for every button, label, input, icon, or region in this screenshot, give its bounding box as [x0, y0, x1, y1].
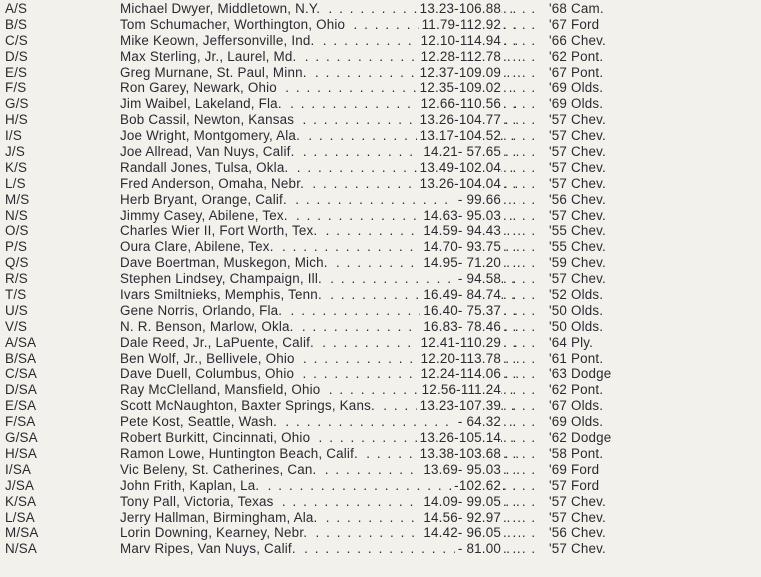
separator-dots: . . . . [503, 239, 537, 255]
result-row [0, 255, 761, 271]
driver-name: Oura Clare, Abilene, Tex. [120, 239, 277, 254]
driver-name: Stephen Lindsey, Champaign, Ill. [120, 271, 325, 286]
separator-dots: . . . . [503, 493, 537, 509]
class-code: G/S [5, 96, 29, 112]
driver-name: Lorin Downing, Kearney, Nebr. [120, 525, 310, 540]
result-row [0, 398, 761, 414]
separator-dots: . . . . [503, 525, 537, 541]
result-row [0, 478, 761, 494]
driver-name: Ray McClelland, Mansfield, Ohio [120, 382, 323, 397]
class-code: E/SA [5, 398, 37, 414]
result-row [0, 494, 761, 510]
et-speed: - 64.32 [455, 414, 501, 430]
result-row [0, 303, 761, 319]
car-make: '56 Chev. [549, 191, 606, 207]
et-speed: 16.49- 84.74 [420, 287, 501, 303]
result-row [0, 510, 761, 526]
et-speed: 13.38-103.68 [417, 446, 501, 462]
result-row [0, 176, 761, 192]
driver-name: Robert Burkitt, Cincinnati, Ohio [120, 430, 313, 445]
class-code: J/SA [5, 477, 35, 493]
result-row [0, 1, 761, 17]
car-make: '57 Chev. [549, 175, 606, 191]
driver-name: Ivars Smiltnieks, Memphis, Tenn. [120, 287, 325, 302]
driver-name: Jerry Hallman, Birmingham, Ala. [120, 510, 320, 525]
class-code: P/S [5, 239, 28, 255]
separator-dots: . . . . [503, 509, 537, 525]
et-speed: - 94.58 [455, 271, 501, 287]
et-speed: 14.21- 57.65 [420, 144, 501, 160]
car-make: '67 Olds. [549, 398, 604, 414]
et-speed: 13.26-105.14 [417, 430, 501, 446]
result-row [0, 80, 761, 96]
separator-dots: . . . . [503, 159, 537, 175]
car-make: '62 Dodge [549, 430, 612, 446]
result-row [0, 271, 761, 287]
class-code: N/SA [5, 541, 38, 557]
separator-dots: . . . . [503, 16, 537, 32]
et-speed: 13.26-104.77 [417, 112, 501, 128]
driver-name: Jimmy Casey, Abilene, Tex. [120, 208, 291, 223]
result-row [0, 462, 761, 478]
class-code: E/S [5, 64, 28, 80]
driver-name: Joe Allread, Van Nuys, Calif. [120, 144, 298, 159]
separator-dots: . . . . [503, 350, 537, 366]
et-speed: 12.20-113.78 [418, 351, 501, 367]
car-make: '57 Chev. [549, 144, 606, 160]
separator-dots: . . . . [503, 191, 537, 207]
result-row [0, 430, 761, 446]
et-speed: 12.41-110.29 [418, 335, 501, 351]
car-make: '63 Dodge [549, 366, 612, 382]
driver-name: Max Sterling, Jr., Laurel, Md. [120, 49, 299, 64]
car-make: '62 Pont. [549, 382, 604, 398]
separator-dots: . . . . [503, 207, 537, 223]
car-make: '57 Chev. [549, 509, 606, 525]
separator-dots: . . . . [503, 64, 537, 80]
et-speed: 13.26-104.04 [417, 176, 501, 192]
separator-dots: . . . . [503, 80, 537, 96]
driver-name: Ron Garey, Newark, Ohio [120, 80, 280, 95]
car-make: '57 Chev. [549, 271, 606, 287]
et-speed: -102.62 [451, 478, 501, 494]
driver-name: Michael Dwyer, Middletown, N.Y. [120, 1, 323, 16]
et-speed: 13.23-106.88 [417, 1, 501, 17]
driver-name: Jim Waibel, Lakeland, Fla. [120, 96, 285, 111]
separator-dots: . . . . [503, 302, 537, 318]
separator-dots: . . . . [503, 382, 537, 398]
result-row [0, 366, 761, 382]
et-speed: 12.35-109.02 [417, 80, 501, 96]
result-row [0, 335, 761, 351]
driver-name: John Frith, Kaplan, La. [120, 478, 262, 493]
result-row [0, 33, 761, 49]
result-row [0, 351, 761, 367]
car-make: '57 Ford [549, 477, 600, 493]
car-make: '69 Olds. [549, 96, 604, 112]
result-row [0, 96, 761, 112]
et-speed: 11.79-112.92 [419, 17, 501, 33]
result-row [0, 144, 761, 160]
car-make: '59 Chev. [549, 255, 606, 271]
separator-dots: . . . . [503, 32, 537, 48]
separator-dots: . . . . [503, 541, 537, 557]
driver-name: Ben Wolf, Jr., Bellivele, Ohio [120, 351, 298, 366]
result-row [0, 208, 761, 224]
class-code: H/SA [5, 445, 38, 461]
et-speed: 14.09- 99.05 [420, 494, 501, 510]
car-make: '57 Chev. [549, 159, 606, 175]
car-make: '57 Chev. [549, 128, 606, 144]
result-row [0, 382, 761, 398]
class-code: A/S [5, 1, 28, 16]
car-make: '68 Cam. [549, 1, 604, 16]
class-code: J/S [5, 144, 25, 160]
class-code: L/S [5, 175, 26, 191]
result-row [0, 65, 761, 81]
driver-name: Mike Keown, Jeffersonville, Ind. [120, 33, 317, 48]
separator-dots: . . . . [503, 461, 537, 477]
et-speed: 14.56- 92.97 [420, 510, 501, 526]
result-row [0, 525, 761, 541]
class-code: K/SA [5, 493, 37, 509]
et-speed: 12.66-110.56 [418, 96, 501, 112]
result-row [0, 192, 761, 208]
car-make: '61 Pont. [549, 350, 604, 366]
car-make: '50 Olds. [549, 318, 604, 334]
result-row [0, 446, 761, 462]
class-code: M/SA [5, 525, 39, 541]
et-speed: 14.63- 95.03 [420, 208, 501, 224]
car-make: '64 Ply. [549, 334, 594, 350]
et-speed: 12.10-114.94 [418, 33, 501, 49]
separator-dots: . . . . [503, 287, 537, 303]
et-speed: 12.56-111.24 [419, 382, 501, 398]
car-make: '55 Chev. [549, 223, 606, 239]
driver-name: N. R. Benson, Marlow, Okla. [120, 319, 297, 334]
class-code: C/S [5, 32, 28, 48]
et-speed: 14.42- 96.05 [420, 525, 501, 541]
car-make: '69 Olds. [549, 80, 604, 96]
class-code: M/S [5, 191, 30, 207]
separator-dots: . . . . [503, 271, 537, 287]
class-code: R/S [5, 271, 28, 287]
et-speed: - 81.00 [455, 541, 501, 557]
separator-dots: . . . . [503, 414, 537, 430]
results-list [0, 1, 761, 557]
car-make: '62 Pont. [549, 48, 604, 64]
result-row [0, 287, 761, 303]
class-code: F/SA [5, 414, 36, 430]
class-code: U/S [5, 302, 28, 318]
separator-dots: . . . . [503, 255, 537, 271]
driver-name: Bob Cassil, Newton, Kansas [120, 112, 297, 127]
class-code: V/S [5, 318, 28, 334]
result-row [0, 128, 761, 144]
separator-dots: . . . . [503, 96, 537, 112]
car-make: '50 Olds. [549, 302, 604, 318]
driver-name: Marv Ripes, Van Nuys, Calif. [120, 541, 299, 556]
class-code: C/SA [5, 366, 38, 382]
driver-name: Tony Pall, Victoria, Texas [120, 494, 277, 509]
driver-name: Greg Murnane, St. Paul, Minn. [120, 65, 310, 80]
class-code: I/S [5, 128, 22, 144]
class-code: B/SA [5, 350, 37, 366]
car-make: '57 Chev. [549, 541, 606, 557]
result-row [0, 17, 761, 33]
separator-dots: . . . . [503, 445, 537, 461]
car-make: '55 Chev. [549, 239, 606, 255]
car-make: '56 Chev. [549, 525, 606, 541]
driver-name: Dave Duell, Columbus, Ohio [120, 366, 297, 381]
car-make: '57 Chev. [549, 493, 606, 509]
driver-name: Randall Jones, Tulsa, Okla. [120, 160, 291, 175]
class-code: D/SA [5, 382, 38, 398]
separator-dots: . . . . [503, 128, 537, 144]
result-row [0, 160, 761, 176]
car-make: '66 Chev. [549, 32, 606, 48]
driver-name: Ramon Lowe, Huntington Beach, Calif. [120, 446, 361, 461]
separator-dots: . . . . [503, 223, 537, 239]
separator-dots: . . . . [503, 334, 537, 350]
class-code: H/S [5, 112, 28, 128]
driver-name: Herb Bryant, Orange, Calif. [120, 192, 290, 207]
separator-dots: . . . . [503, 430, 537, 446]
result-row [0, 541, 761, 557]
driver-name: Scott McNaughton, Baxter Springs, Kans. [120, 398, 378, 413]
separator-dots: . . . . [503, 175, 537, 191]
separator-dots: . . . . [503, 477, 537, 493]
class-code: L/SA [5, 509, 35, 525]
et-speed: 13.17-104.52 [417, 128, 501, 144]
result-row [0, 223, 761, 239]
class-code: O/S [5, 223, 29, 239]
driver-name: Fred Anderson, Omaha, Nebr. [120, 176, 307, 191]
driver-name: Joe Wright, Montgomery, Ala. [120, 128, 303, 143]
et-speed: 13.23-107.39 [417, 398, 501, 414]
class-code: I/SA [5, 461, 32, 477]
separator-dots: . . . . [503, 48, 537, 64]
driver-name: Tom Schumacher, Worthington, Ohio [120, 17, 348, 32]
class-code: B/S [5, 16, 28, 32]
class-code: K/S [5, 159, 28, 175]
result-row [0, 414, 761, 430]
et-speed: - 99.66 [455, 192, 501, 208]
class-code: Q/S [5, 255, 29, 271]
et-speed: 16.40- 75.37 [420, 303, 501, 319]
et-speed: 12.24-114.06 [418, 366, 501, 382]
car-make: '67 Ford [549, 16, 600, 32]
car-make: '57 Chev. [549, 112, 606, 128]
class-code: D/S [5, 48, 28, 64]
separator-dots: . . . . [503, 318, 537, 334]
car-make: '58 Pont. [549, 445, 604, 461]
et-speed: 16.83- 78.46 [420, 319, 501, 335]
car-make: '67 Pont. [549, 64, 604, 80]
result-row [0, 112, 761, 128]
class-code: T/S [5, 287, 27, 303]
class-code: A/SA [5, 334, 37, 350]
driver-name: Pete Kost, Seattle, Wash. [120, 414, 280, 429]
et-speed: 13.69- 95.03 [420, 462, 501, 478]
result-row [0, 49, 761, 65]
separator-dots: . . . . [503, 398, 537, 414]
car-make: '52 Olds. [549, 287, 604, 303]
car-make: '69 Olds. [549, 414, 604, 430]
class-code: G/SA [5, 430, 38, 446]
et-speed: 14.59- 94.43 [420, 223, 501, 239]
driver-name: Dave Boertman, Muskegon, Mich. [120, 255, 331, 270]
car-make: '57 Chev. [549, 207, 606, 223]
et-speed: 12.37-109.09 [417, 65, 501, 81]
separator-dots: . . . . [503, 144, 537, 160]
et-speed: 14.70- 93.75 [420, 239, 501, 255]
result-row [0, 319, 761, 335]
driver-name: Gene Norris, Orlando, Fla. [120, 303, 285, 318]
separator-dots: . . . . [503, 1, 537, 16]
car-make: '69 Ford [549, 461, 600, 477]
class-code: F/S [5, 80, 27, 96]
result-row [0, 239, 761, 255]
et-speed: 12.28-112.78 [418, 49, 501, 65]
et-speed: 13.49-102.04 [417, 160, 501, 176]
separator-dots: . . . . [503, 366, 537, 382]
et-speed: 14.95- 71.20 [420, 255, 501, 271]
driver-name: Dale Reed, Jr., LaPuente, Calif. [120, 335, 317, 350]
separator-dots: . . . . [503, 112, 537, 128]
class-code: N/S [5, 207, 28, 223]
driver-name: Vic Beleny, St. Catherines, Can. [120, 462, 319, 477]
driver-name: Charles Wier II, Fort Worth, Tex. [120, 223, 320, 238]
